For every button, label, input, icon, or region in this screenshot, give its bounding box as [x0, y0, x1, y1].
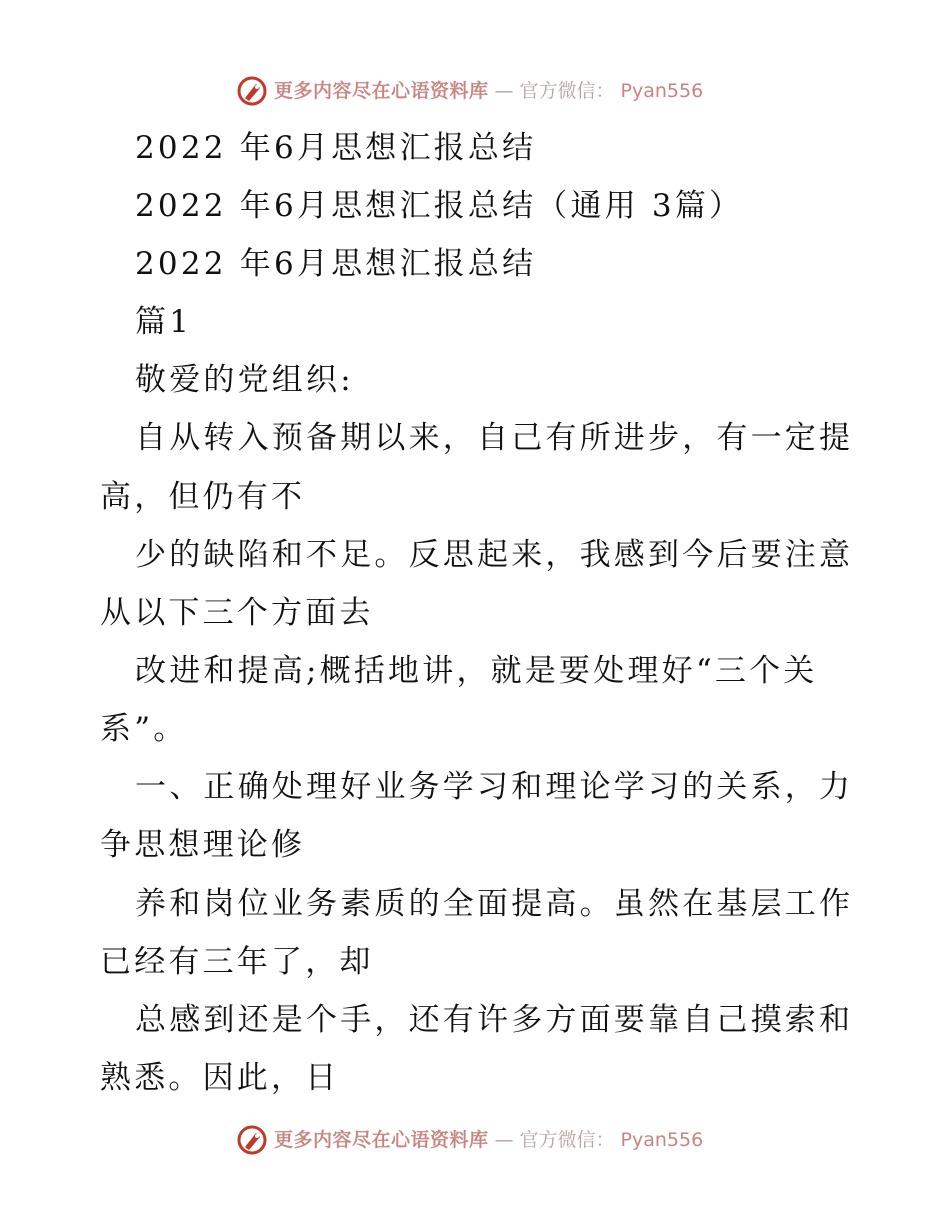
paragraph-line: 自从转入预备期以来，自己有所进步，有一定提 — [135, 420, 854, 456]
watermark-text: 更多内容尽在心语资料库 — [274, 80, 489, 102]
header-watermark — [236, 73, 703, 109]
paragraph-line: 养和岗位业务素质的全面提高。虽然在基层工作 — [135, 886, 854, 922]
pen-nib-logo-icon — [236, 1124, 268, 1156]
doc-title: 2022 年6月思想汇报总结 — [135, 130, 537, 166]
doc-heading: 2022 年6月思想汇报总结 — [135, 246, 537, 282]
paragraph-line: 从以下三个方面去 — [100, 595, 374, 631]
paragraph-line: 少的缺陷和不足。反思起来，我感到今后要注意 — [135, 537, 854, 573]
paragraph-line: 一、正确处理好业务学习和理论学习的关系，力 — [135, 769, 854, 805]
watermark-id: Pyan556 — [620, 80, 704, 102]
section-label: 篇1 — [135, 304, 193, 340]
paragraph-line: 高，但仍有不 — [100, 479, 306, 515]
watermark-sub: 官方微信： — [519, 80, 615, 102]
watermark-sub: 官方微信： — [519, 1129, 615, 1151]
doc-subtitle: 2022 年6月思想汇报总结（通用 3篇） — [135, 188, 744, 224]
watermark-text: 更多内容尽在心语资料库 — [274, 1129, 489, 1151]
paragraph-line: 熟悉。因此，日 — [100, 1060, 340, 1096]
watermark-id: Pyan556 — [620, 1129, 704, 1151]
watermark-dash: — — [494, 80, 514, 102]
pen-nib-logo-icon — [236, 75, 268, 107]
paragraph-line: 总感到还是个手，还有许多方面要靠自己摸索和 — [135, 1002, 854, 1038]
watermark-dash: — — [494, 1129, 514, 1151]
salutation: 敬爱的党组织: — [135, 362, 354, 398]
footer-watermark — [236, 1122, 703, 1158]
paragraph-line: 已经有三年了，却 — [100, 944, 374, 980]
paragraph-line: 争思想理论修 — [100, 827, 306, 863]
paragraph-line: 改进和提高;概括地讲，就是要处理好“三个关 — [135, 653, 818, 689]
paragraph-line: 系”。 — [100, 711, 188, 747]
